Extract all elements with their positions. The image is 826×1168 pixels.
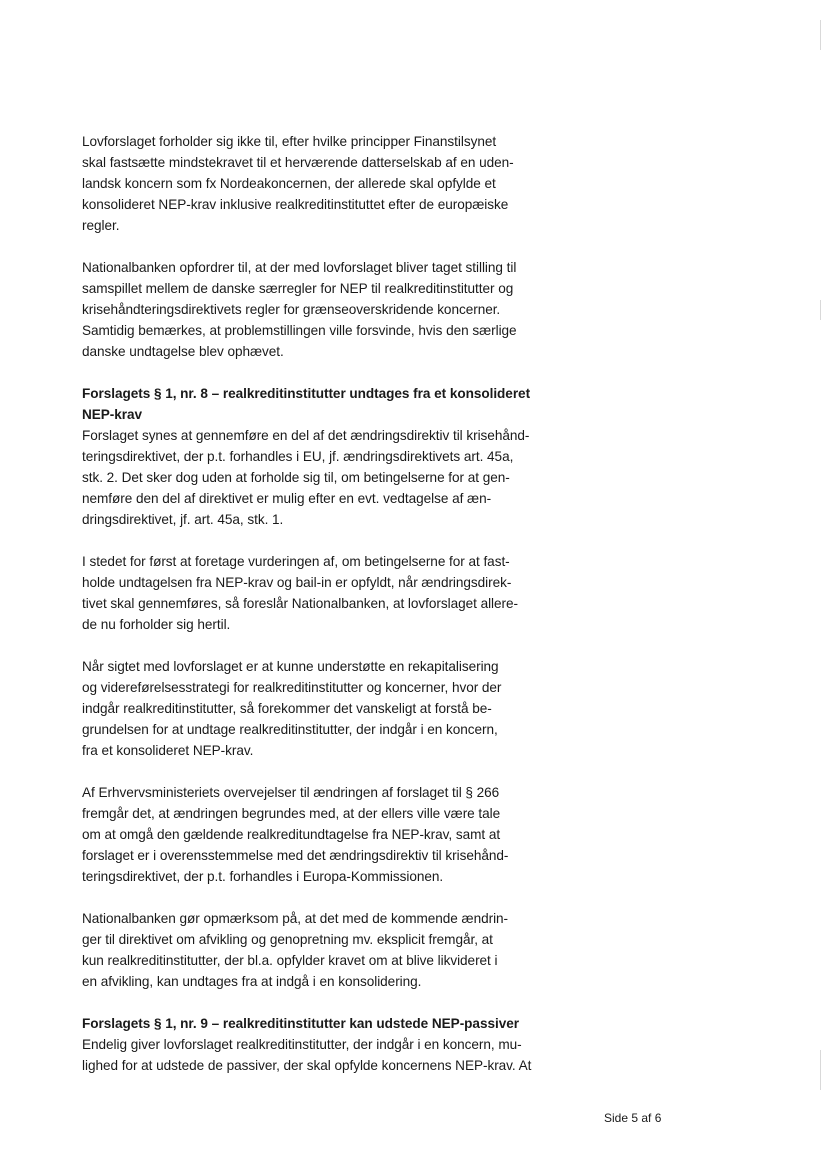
text-line: indgår realkreditinstitutter, så forekommer det vanskeligt at forstå be- (82, 701, 492, 716)
text-line: regler. (82, 218, 120, 233)
text-line: forslaget er i overensstemmelse med det ændringsdirektiv til krisehånd- (82, 848, 509, 863)
paragraph (82, 656, 582, 761)
text-line: grundelsen for at undtage realkreditinstitutter, der indgår i en koncern, (82, 722, 498, 737)
text-line: samspillet mellem de danske særregler for NEP til realkreditinstitutter og (82, 281, 514, 296)
heading-line: Forslagets § 1, nr. 8 – realkreditinstitutter undtages fra et konsolideret (82, 386, 531, 401)
text-line: teringsdirektivet, der p.t. forhandles i Europa-Kommissionen. (82, 869, 444, 884)
heading-line: Forslagets § 1, nr. 9 – realkreditinstitutter kan udstede NEP-passiver (82, 1016, 519, 1031)
paragraph (82, 782, 582, 887)
text-line: om at omgå den gældende realkreditundtagelse fra NEP-krav, samt at (82, 827, 501, 842)
section-heading (82, 1013, 582, 1034)
paragraph (82, 131, 582, 236)
page-edge-mark (820, 20, 821, 50)
paragraph (82, 908, 582, 992)
text-line: og videreførelsesstrategi for realkreditinstitutter og koncerner, hvor der (82, 680, 502, 695)
text-line: I stedet for først at foretage vurderingen af, om betingelserne for at fast- (82, 554, 510, 569)
text-line: en afvikling, kan undtages fra at indgå i en konsolidering. (82, 974, 422, 989)
text-line: Samtidig bemærkes, at problemstillingen ville forsvinde, hvis den særlige (82, 323, 517, 338)
section-block (82, 1013, 582, 1076)
text-line: skal fastsætte mindstekravet til et herværende datterselskab af en uden- (82, 155, 514, 170)
text-line: Lovforslaget forholder sig ikke til, efter hvilke principper Finanstilsynet (82, 134, 497, 149)
text-line: ger til direktivet om afvikling og genopretning mv. eksplicit fremgår, at (82, 932, 493, 947)
document-body (82, 131, 582, 1097)
text-line: Forslaget synes at gennemføre en del af det ændringsdirektiv til krisehånd- (82, 428, 530, 443)
text-line: stk. 2. Det sker dog uden at forholde sig til, om betingelserne for at gen- (82, 470, 510, 485)
text-line: lighed for at udstede de passiver, der skal opfylde koncernens NEP-krav. At (82, 1058, 532, 1073)
section-block (82, 383, 582, 530)
text-line: holde undtagelsen fra NEP-krav og bail-in er opfyldt, når ændringsdirek- (82, 575, 512, 590)
text-line: konsolideret NEP-krav inklusive realkreditinstituttet efter de europæiske (82, 197, 509, 212)
paragraph (82, 551, 582, 635)
text-line: tivet skal gennemføres, så foreslår Nationalbanken, at lovforslaget allere- (82, 596, 518, 611)
text-line: dringsdirektivet, jf. art. 45a, stk. 1. (82, 512, 284, 527)
text-line: kun realkreditinstitutter, der bl.a. opfylder kravet om at blive likvideret i (82, 953, 498, 968)
text-line: danske undtagelse blev ophævet. (82, 344, 284, 359)
page-number: Side 5 af 6 (604, 1111, 662, 1125)
text-line: Når sigtet med lovforslaget er at kunne understøtte en rekapitalisering (82, 659, 499, 674)
page-edge-mark (820, 1050, 821, 1090)
text-line: Nationalbanken gør opmærksom på, at det med de kommende ændrin- (82, 911, 509, 926)
heading-line: NEP-krav (82, 407, 143, 422)
text-line: landsk koncern som fx Nordeakoncernen, der allerede skal opfylde et (82, 176, 496, 191)
page-edge-mark (820, 300, 821, 320)
paragraph (82, 257, 582, 362)
text-line: teringsdirektivet, der p.t. forhandles i EU, jf. ændringsdirektivets art. 45a, (82, 449, 514, 464)
text-line: fremgår det, at ændringen begrundes med, at der ellers ville være tale (82, 806, 501, 821)
text-line: Nationalbanken opfordrer til, at der med lovforslaget bliver taget stilling til (82, 260, 517, 275)
text-line: de nu forholder sig hertil. (82, 617, 231, 632)
text-line: fra et konsolideret NEP-krav. (82, 743, 254, 758)
text-line: Af Erhvervsministeriets overvejelser til ændringen af forslaget til § 266 (82, 785, 500, 800)
section-heading (82, 383, 582, 425)
text-line: Endelig giver lovforslaget realkreditinstitutter, der indgår i en koncern, mu- (82, 1037, 522, 1052)
text-line: krisehåndteringsdirektivets regler for grænseoverskridende koncerner. (82, 302, 501, 317)
text-line: nemføre den del af direktivet er mulig efter en evt. vedtagelse af æn- (82, 491, 492, 506)
